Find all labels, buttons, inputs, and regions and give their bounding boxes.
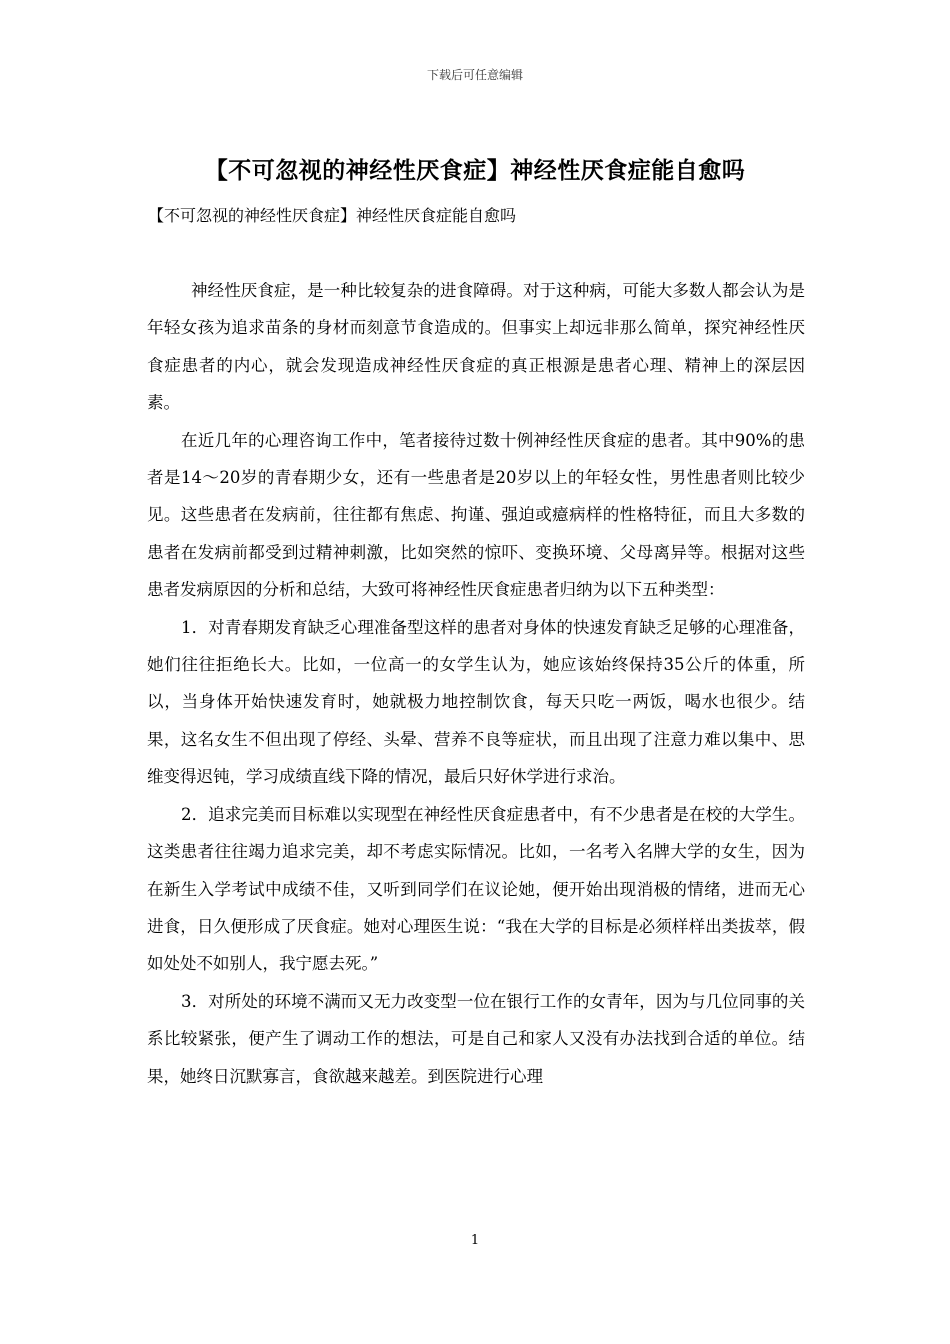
paragraph-intro: 神经性厌食症，是一种比较复杂的进食障碍。对于这种病，可能大多数人都会认为是年轻女孩为追求苗条的身材而刻意节食造成的。但事实上却远非那么简单，探究神经性厌食症患者的内心，就会发现造成神经性厌食症的真正根源是患者心理、精神上的深层因素。: [147, 281, 805, 413]
document-body: [147, 272, 805, 1095]
document-title: 【不可忽视的神经性厌食症】神经性厌食症能自愈吗: [204, 158, 746, 184]
document-subtitle: 【不可忽视的神经性厌食症】神经性厌食症能自愈吗: [148, 206, 517, 225]
paragraph-type-2: 2．追求完美而目标难以实现型在神经性厌食症患者中，有不少患者是在校的大学生。这类患者往往竭力追求完美，却不考虑实际情况。比如，一名考入名牌大学的女生，因为在新生入学考试中成绩不佳，又听到同学们在议论她，便开始出现消极的情绪，进而无心进食，日久便形成了厌食症。她对心理医生说：“我在大学的目标是必须样样出类拔萃，假如处处不如别人，我宁愿去死。”: [147, 804, 805, 974]
header-note: 下载后可任意编辑: [426, 68, 523, 82]
paragraph-type-1: 1．对青春期发育缺乏心理准备型这样的患者对身体的快速发育缺乏足够的心理准备，她们往往拒绝长大。比如，一位高一的女学生认为，她应该始终保持35公斤的体重，所以，当身体开始快速发育时，她就极力地控制饮食，每天只吃一两饭，喝水也很少。结果，这名女生不但出现了停经、头晕、营养不良等症状，而且出现了注意力难以集中、思维变得迟钝，学习成绩直线下降的情况，最后只好休学进行求治。: [147, 617, 805, 787]
paragraph-type-3: 3．对所处的环境不满而又无力改变型一位在银行工作的女青年，因为与几位同事的关系比较紧张，便产生了调动工作的想法，可是自己和家人又没有办法找到合适的单位。结果，她终日沉默寡言，食欲越来越差。到医院进行心理: [147, 991, 805, 1086]
page-number: 1: [470, 1233, 480, 1248]
paragraph-overview: 在近几年的心理咨询工作中，笔者接待过数十例神经性厌食症的患者。其中90%的患者是14～20岁的青春期少女，还有一些患者是20岁以上的年轻女性，男性患者则比较少见。这些患者在发病前，往往都有焦虑、拘谨、强迫或癔病样的性格特征，而且大多数的患者在发病前都受到过精神刺激，比如突然的惊吓、变换环境、父母离异等。根据对这些患者发病原因的分析和总结，大致可将神经性厌食症患者归纳为以下五种类型：: [147, 430, 805, 600]
